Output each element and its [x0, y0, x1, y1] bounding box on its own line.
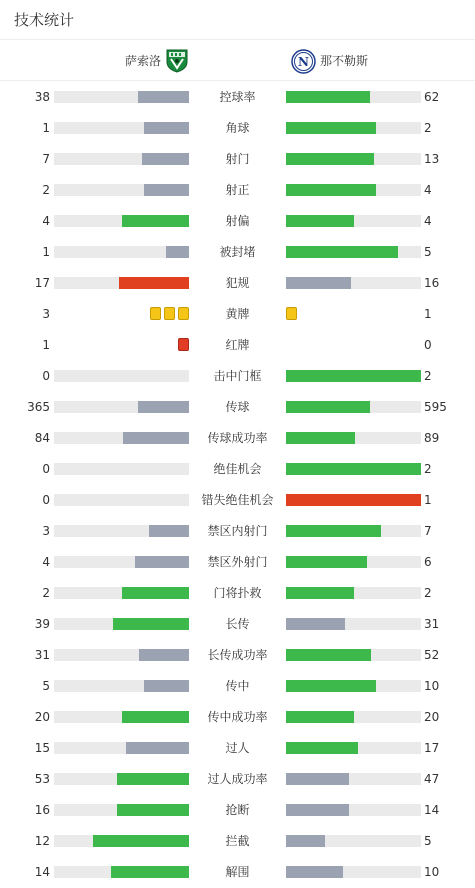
home-stat-value: 20	[34, 710, 50, 724]
stat-row	[0, 298, 475, 329]
home-bar-fill	[135, 556, 189, 568]
home-bar-track	[54, 649, 189, 661]
home-bar-fill	[123, 432, 189, 444]
home-stat-value: 365	[27, 400, 50, 414]
stat-row	[0, 391, 475, 422]
home-stat-value: 14	[34, 865, 50, 879]
stat-row	[0, 577, 475, 608]
stat-label: 犯规	[225, 276, 250, 290]
stat-label: 射偏	[225, 214, 250, 228]
yellow-card-icon	[286, 307, 297, 320]
away-bar-fill	[286, 742, 358, 754]
home-stat-value: 2	[42, 586, 50, 600]
stat-label: 拦截	[225, 834, 250, 848]
home-bar-fill	[113, 618, 189, 630]
home-bar-track	[54, 122, 189, 134]
red-card-icon	[178, 338, 189, 351]
home-stat-value: 3	[42, 524, 50, 538]
away-stat-value: 31	[424, 617, 440, 631]
stat-label: 解围	[225, 865, 250, 879]
away-bar-track	[286, 494, 421, 506]
stat-row	[0, 143, 475, 174]
stat-row	[0, 205, 475, 236]
away-bar-fill	[286, 463, 421, 475]
yellow-card-icon	[178, 307, 189, 320]
away-bar-track	[286, 711, 421, 723]
stat-row	[0, 267, 475, 298]
stat-label: 被封堵	[219, 245, 256, 259]
home-bar-fill	[117, 804, 189, 816]
home-stat-value: 1	[42, 338, 50, 352]
stat-label: 角球	[225, 121, 250, 135]
away-stat-value: 17	[424, 741, 440, 755]
stat-label: 控球率	[219, 90, 256, 104]
away-bar-fill	[286, 773, 349, 785]
away-stat-value: 1	[424, 493, 432, 507]
home-bar-track	[54, 835, 189, 847]
stat-label: 击中门框	[213, 369, 262, 383]
away-stat-value: 6	[424, 555, 432, 569]
home-bar-fill	[149, 525, 190, 537]
away-stat-value: 13	[424, 152, 440, 166]
stat-label: 传中	[225, 679, 250, 693]
away-bar-fill	[286, 277, 351, 289]
napoli-crest-letter: N	[298, 55, 309, 69]
away-bar-fill	[286, 835, 325, 847]
stat-row	[0, 484, 475, 515]
stat-label: 禁区外射门	[207, 555, 268, 569]
stat-row	[0, 329, 475, 360]
stat-label: 射正	[225, 183, 250, 197]
stat-label: 抢断	[225, 803, 250, 817]
stat-row	[0, 608, 475, 639]
stat-label: 射门	[225, 152, 250, 166]
home-bar-track	[54, 556, 189, 568]
away-bar-track	[286, 680, 421, 692]
home-bar-track	[54, 432, 189, 444]
stat-row	[0, 453, 475, 484]
away-stat-value: 4	[424, 183, 432, 197]
home-bar-track	[54, 494, 189, 506]
stat-row	[0, 546, 475, 577]
stat-label: 红牌	[225, 338, 250, 352]
home-bar-fill	[93, 835, 189, 847]
home-cards	[150, 307, 189, 321]
away-stat-value: 2	[424, 586, 432, 600]
away-stat-value: 52	[424, 648, 440, 662]
away-bar-track	[286, 184, 421, 196]
away-bar-fill	[286, 432, 355, 444]
home-bar-fill	[139, 649, 189, 661]
home-bar-fill	[117, 773, 189, 785]
away-bar-fill	[286, 525, 381, 537]
away-bar-track	[286, 525, 421, 537]
away-bar-fill	[286, 91, 370, 103]
home-bar-track	[54, 91, 189, 103]
stat-row	[0, 422, 475, 453]
away-bar-fill	[286, 401, 370, 413]
home-bar-track	[54, 711, 189, 723]
home-bar-fill	[122, 711, 190, 723]
stat-row	[0, 174, 475, 205]
away-bar-fill	[286, 556, 367, 568]
away-bar-track	[286, 246, 421, 258]
away-bar-fill	[286, 649, 371, 661]
home-bar-fill	[166, 246, 189, 258]
home-bar-fill	[126, 742, 189, 754]
stat-label: 门将扑救	[213, 586, 262, 600]
page-title: 技术统计	[14, 11, 75, 29]
away-stat-value: 10	[424, 679, 440, 693]
away-bar-track	[286, 742, 421, 754]
away-stat-value: 62	[424, 90, 440, 104]
stat-label: 长传	[225, 617, 250, 631]
away-bar-fill	[286, 618, 345, 630]
stat-row	[0, 515, 475, 546]
away-bar-fill	[286, 680, 376, 692]
yellow-card-icon	[164, 307, 175, 320]
stat-row	[0, 639, 475, 670]
home-bar-track	[54, 587, 189, 599]
home-stat-value: 1	[42, 121, 50, 135]
away-bar-track	[286, 370, 421, 382]
home-bar-track	[54, 463, 189, 475]
home-stat-value: 4	[42, 214, 50, 228]
away-stat-value: 5	[424, 834, 432, 848]
stat-label: 过人	[225, 741, 250, 755]
away-bar-fill	[286, 804, 349, 816]
away-bar-track	[286, 773, 421, 785]
away-bar-fill	[286, 494, 421, 506]
away-bar-track	[286, 215, 421, 227]
home-bar-track	[54, 277, 189, 289]
home-bar-track	[54, 153, 189, 165]
away-team-name: 那不勒斯	[320, 54, 369, 68]
stat-row	[0, 732, 475, 763]
home-stat-value: 12	[34, 834, 50, 848]
home-stat-value: 1	[42, 245, 50, 259]
home-stat-value: 15	[34, 741, 50, 755]
stat-label: 禁区内射门	[207, 524, 268, 538]
away-bar-fill	[286, 370, 421, 382]
away-stat-value: 20	[424, 710, 440, 724]
title-bar	[0, 0, 475, 40]
stat-label: 传中成功率	[207, 710, 268, 724]
stat-row	[0, 856, 475, 887]
home-bar-track	[54, 184, 189, 196]
home-cards	[178, 338, 189, 352]
home-bar-track	[54, 401, 189, 413]
away-bar-track	[286, 122, 421, 134]
away-stat-value: 0	[424, 338, 432, 352]
home-stat-value: 4	[42, 555, 50, 569]
away-bar-fill	[286, 587, 354, 599]
stats-list	[0, 81, 475, 887]
stat-row	[0, 112, 475, 143]
home-bar-fill	[142, 153, 189, 165]
home-bar-track	[54, 370, 189, 382]
away-bar-fill	[286, 215, 354, 227]
home-bar-fill	[122, 215, 190, 227]
stat-row	[0, 360, 475, 391]
stat-label: 黄牌	[225, 307, 250, 321]
away-bar-fill	[286, 184, 376, 196]
home-bar-fill	[111, 866, 189, 878]
away-bar-track	[286, 153, 421, 165]
home-bar-track	[54, 618, 189, 630]
home-stat-value: 84	[34, 431, 50, 445]
home-bar-track	[54, 742, 189, 754]
away-bar-fill	[286, 122, 376, 134]
away-bar-track	[286, 587, 421, 599]
home-bar-track	[54, 866, 189, 878]
home-bar-fill	[138, 401, 189, 413]
home-stat-value: 0	[42, 369, 50, 383]
away-bar-track	[286, 866, 421, 878]
away-stat-value: 7	[424, 524, 432, 538]
home-bar-track	[54, 680, 189, 692]
stat-label: 绝佳机会	[213, 462, 262, 476]
stat-row	[0, 825, 475, 856]
home-stat-value: 0	[42, 493, 50, 507]
home-stat-value: 31	[34, 648, 50, 662]
home-team-name: 萨索洛	[124, 54, 161, 68]
away-bar-track	[286, 649, 421, 661]
stat-row	[0, 701, 475, 732]
away-stat-value: 4	[424, 214, 432, 228]
away-bar-fill	[286, 866, 343, 878]
away-bar-fill	[286, 246, 398, 258]
home-stat-value: 38	[34, 90, 50, 104]
away-stat-value: 2	[424, 462, 432, 476]
yellow-card-icon	[150, 307, 161, 320]
away-bar-track	[286, 835, 421, 847]
stat-label: 传球	[225, 400, 250, 414]
stat-label: 错失绝佳机会	[201, 493, 274, 507]
stat-row	[0, 763, 475, 794]
home-bar-fill	[122, 587, 190, 599]
away-bar-track	[286, 432, 421, 444]
stat-row	[0, 794, 475, 825]
away-bar-fill	[286, 711, 354, 723]
home-bar-track	[54, 773, 189, 785]
home-stat-value: 5	[42, 679, 50, 693]
home-bar-track	[54, 215, 189, 227]
away-stat-value: 595	[424, 400, 447, 414]
home-bar-track	[54, 246, 189, 258]
away-stat-value: 89	[424, 431, 440, 445]
teams-header	[0, 41, 475, 81]
home-stat-value: 7	[42, 152, 50, 166]
napoli-crest-icon	[291, 49, 316, 74]
away-bar-track	[286, 91, 421, 103]
home-stat-value: 3	[42, 307, 50, 321]
away-stat-value: 2	[424, 369, 432, 383]
away-stat-value: 1	[424, 307, 432, 321]
home-stat-value: 17	[34, 276, 50, 290]
home-stat-value: 0	[42, 462, 50, 476]
stat-row	[0, 81, 475, 112]
away-cards	[286, 307, 297, 321]
away-bar-track	[286, 556, 421, 568]
home-stat-value: 2	[42, 183, 50, 197]
away-stat-value: 2	[424, 121, 432, 135]
away-stat-value: 47	[424, 772, 440, 786]
away-bar-fill	[286, 153, 374, 165]
away-stat-value: 16	[424, 276, 440, 290]
home-bar-fill	[119, 277, 189, 289]
away-stat-value: 5	[424, 245, 432, 259]
away-bar-track	[286, 277, 421, 289]
away-bar-track	[286, 804, 421, 816]
away-stat-value: 10	[424, 865, 440, 879]
home-stat-value: 53	[34, 772, 50, 786]
home-bar-track	[54, 804, 189, 816]
home-bar-fill	[144, 680, 189, 692]
home-bar-fill	[144, 184, 189, 196]
home-bar-fill	[138, 91, 189, 103]
home-bar-track	[54, 525, 189, 537]
away-stat-value: 14	[424, 803, 440, 817]
away-bar-track	[286, 401, 421, 413]
away-bar-track	[286, 463, 421, 475]
home-stat-value: 39	[34, 617, 50, 631]
stat-label: 过人成功率	[207, 772, 268, 786]
home-bar-fill	[144, 122, 189, 134]
stat-label: 传球成功率	[207, 431, 268, 445]
sassuolo-crest-icon	[166, 49, 188, 73]
stat-row	[0, 670, 475, 701]
home-stat-value: 16	[34, 803, 50, 817]
stat-row	[0, 236, 475, 267]
away-bar-track	[286, 618, 421, 630]
stat-label: 长传成功率	[207, 648, 268, 662]
